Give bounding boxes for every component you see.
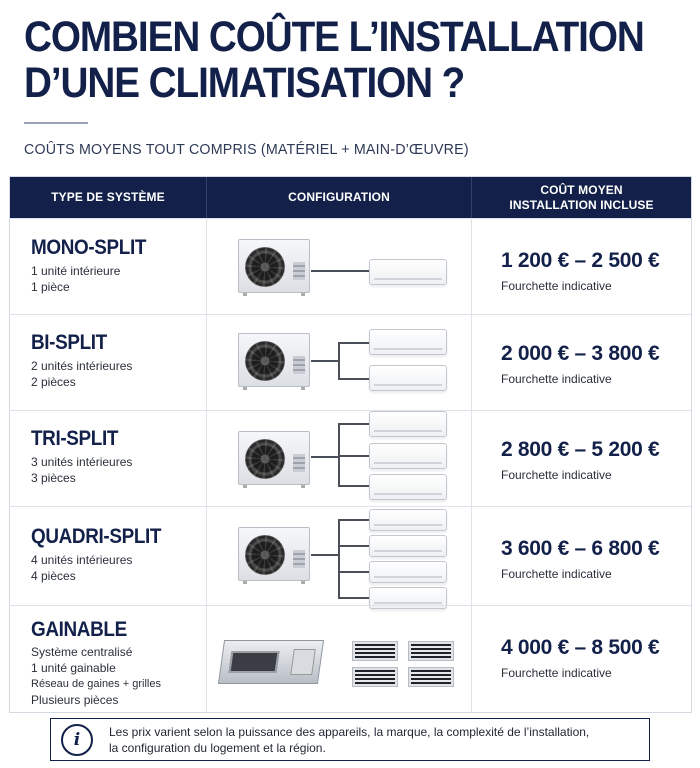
system-detail: 3 unités intérieures [31,455,133,469]
table-row-gainable [10,605,691,712]
table-header [10,177,691,218]
system-type-cell [10,219,206,314]
system-type-cell [10,606,206,712]
system-detail: 1 pièce [31,280,70,294]
pipe-line [311,270,371,272]
air-grille-icon [409,642,453,660]
pipe-line [338,423,370,425]
indoor-unit-icon [369,535,447,557]
pipe-line [338,519,370,521]
system-name: QUADRI-SPLIT [31,525,162,548]
price-range: 3 600 € – 6 800 € [501,537,660,560]
title-divider [24,122,88,124]
info-line-2: la configuration du logement et la région. [109,741,326,755]
info-icon: i [61,724,93,756]
outdoor-unit-icon [238,239,310,293]
indoor-unit-icon [369,443,447,469]
cost-cell [471,219,691,314]
table-row-quadri-split [10,506,691,605]
info-text [109,724,589,756]
system-name: TRI-SPLIT [31,427,119,450]
header-configuration: CONFIGURATION [206,177,471,218]
system-detail: 2 pièces [31,375,76,389]
indoor-unit-icon [369,329,447,355]
table-row-mono-split [10,218,691,314]
pipe-line [311,360,339,362]
air-grille-icon [353,642,397,660]
price-note: Fourchette indicative [501,567,612,581]
indoor-unit-icon [369,259,447,285]
system-type-cell [10,507,206,605]
outdoor-unit-icon [238,431,310,485]
price-note: Fourchette indicative [501,666,612,680]
header-cost-line-1: COÛT MOYEN [540,182,623,197]
pipe-line [338,342,370,344]
system-detail: 4 pièces [31,569,76,583]
cost-cell [471,411,691,506]
pipe-line [338,485,370,487]
outdoor-unit-icon [238,527,310,581]
pipe-line [338,378,370,380]
system-detail: Plusieurs pièces [31,693,119,707]
cost-cell [471,507,691,605]
header-system-type: TYPE DE SYSTÈME [51,190,165,204]
configuration-cell [206,606,471,712]
info-note-box [50,718,650,761]
cost-cell [471,315,691,410]
pipe-line [338,571,370,573]
ducted-unit-icon [218,640,324,684]
configuration-cell [206,507,471,605]
system-name: BI-SPLIT [31,331,107,354]
indoor-unit-icon [369,365,447,391]
pipe-line [338,342,340,379]
cost-cell [471,606,691,712]
price-range: 2 000 € – 3 800 € [501,342,660,365]
page-title-line-1: COMBIEN COÛTE L’INSTALLATION [24,13,644,61]
air-grille-icon [353,668,397,686]
system-detail: Réseau de gaines + grilles [31,678,161,690]
page-title-line-2: D’UNE CLIMATISATION ? [24,59,465,107]
indoor-unit-icon [369,411,447,437]
pipe-line [338,597,370,599]
price-range: 2 800 € – 5 200 € [501,438,660,461]
indoor-unit-icon [369,509,447,531]
price-note: Fourchette indicative [501,279,612,293]
configuration-cell [206,219,471,314]
system-type-cell [10,411,206,506]
price-range: 1 200 € – 2 500 € [501,249,660,272]
pipe-line [311,456,339,458]
header-cost-line-2: INSTALLATION INCLUSE [509,197,654,212]
system-detail: 1 unité intérieure [31,264,121,278]
pipe-line [311,554,339,556]
system-detail: 3 pièces [31,471,76,485]
air-grille-icon [409,668,453,686]
price-range: 4 000 € – 8 500 € [501,636,660,659]
page-subtitle: COÛTS MOYENS TOUT COMPRIS (MATÉRIEL + MAIN-D’ŒUVRE) [24,141,469,158]
pipe-line [338,519,340,598]
indoor-unit-icon [369,474,447,500]
system-detail: 2 unités intérieures [31,359,133,373]
system-name: GAINABLE [31,618,127,641]
info-line-1: Les prix varient selon la puissance des appareils, la marque, la complexité de l’installation, [109,725,590,739]
indoor-unit-icon [369,561,447,583]
system-detail: Système centralisé [31,645,133,659]
table-row-bi-split [10,314,691,410]
system-detail: 4 unités intérieures [31,553,133,567]
outdoor-unit-icon [238,333,310,387]
pipe-line [338,455,370,457]
system-detail: 1 unité gainable [31,661,116,675]
price-note: Fourchette indicative [501,372,612,386]
cost-table [9,176,692,713]
system-type-cell [10,315,206,410]
configuration-cell [206,411,471,506]
price-note: Fourchette indicative [501,468,612,482]
page-title [24,13,644,107]
pipe-line [338,545,370,547]
configuration-cell [206,315,471,410]
header-average-cost [471,177,691,218]
table-row-tri-split [10,410,691,506]
system-name: MONO-SPLIT [31,236,147,259]
